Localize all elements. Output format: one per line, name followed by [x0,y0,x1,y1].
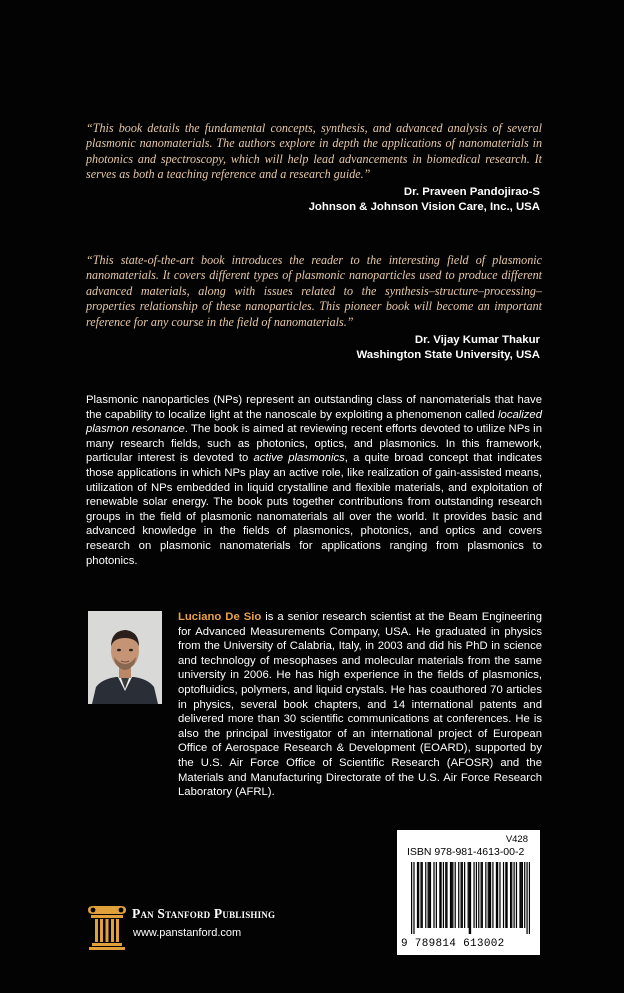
author-bio-text: is a senior research scientist at the Beam Engineering for Advanced Measurements Company, USA. He graduated in physics from the University of Calabria, Italy, in 2003 and did his PhD in science and technology of mesophases and molecular materials from the same university in 2006. He has high experience in the fields of plasmonics, optofluidics, polymers, and liquid crystals. He has coauthored 70 articles in physics, several book chapters, and 14 international patents and delivered more than 30 scientific communications at conferences. He is also the principal investigator of an international project of European Office of Aerospace Research & Development (EOARD), supported by the U.S. Air Force Office of Scientific Research (AFOSR) and the Materials and Manufacturing Directorate of the U.S. Air Force Research Laboratory (AFRL). [178,611,542,799]
description-emphasis-1: localized plasmon resonance [86,408,542,436]
description-part-2: . The book is aimed at reviewing recent efforts devoted to utilize NPs in many research fields, such as photonics, optics, and plasmonics. In this framework, particular interest is devoted to [86,423,542,465]
description-part-1: Plasmonic nanoparticles (NPs) represent an outstanding class of nanomaterials that have the capability to localize light at the nanoscale by exploiting a phenomenon called [86,394,542,421]
endorser-name-1: Dr. Praveen Pandojirao-S [403,186,540,198]
publisher-block [86,904,336,950]
endorsement-quote-2: “This state-of-the-art book introduces the reader to the interesting field of plasmonic nanomaterials. It covers different types of plasmonic nanoparticles used to produce different advanced materials, along with issues related to the synthesis–structure–processing–properties relationship of these nanoparticles. This pioneer book will become an important reference for any course in the field of nanomaterials.” [86,253,542,329]
publisher-name: Pan Stanford Publishing [132,906,276,921]
isbn-number: ISBN 978-981-4613-00-2 [407,846,525,858]
author-biography [178,610,542,800]
publisher-url: www.panstanford.com [133,927,242,939]
publisher-logo-column-icon [86,904,128,950]
endorsement-attribution-1 [309,185,540,215]
endorser-affiliation-2: Washington State University, USA [356,349,540,361]
endorsement-attribution-2 [356,333,540,363]
barcode-graphic [411,862,530,934]
endorser-name-2: Dr. Vijay Kumar Thakur [414,334,540,346]
description-part-3: , a quite broad concept that indicates those applications in which NPs play an active role, like realization of gain-assisted means, utilization of NPs embedded in liquid crystalline and flexible materials, and exploitation of renewable solar energy. The book puts together contributions from outstanding research groups in the field of plasmonic nanomaterials all over the world. It provides basic and advanced knowledge in the fields of plasmonics, photonics, and optics and covers research on plasmonic nanomaterials for applications ranging from plasmonics to photonics. [86,452,543,567]
barcode-digits: 9 789814 613002 [401,938,505,950]
isbn-barcode-box [397,830,540,955]
author-name: Luciano De Sio [178,611,262,623]
author-photo [88,611,162,704]
endorsement-quote-1: “This book details the fundamental concepts, synthesis, and advanced analysis of several plasmonic nanomaterials. The authors explore in depth the applications of nanomaterials in photonics and spectroscopy, which will help lead advancements in biomedical research. It serves as both a teaching reference and a research guide.” [86,121,542,182]
description-emphasis-2: active plasmonics [253,452,345,465]
endorser-affiliation-1: Johnson & Johnson Vision Care, Inc., USA [308,201,540,213]
author-portrait-image [88,611,162,704]
price-code: V428 [505,834,528,845]
book-description [86,393,542,568]
